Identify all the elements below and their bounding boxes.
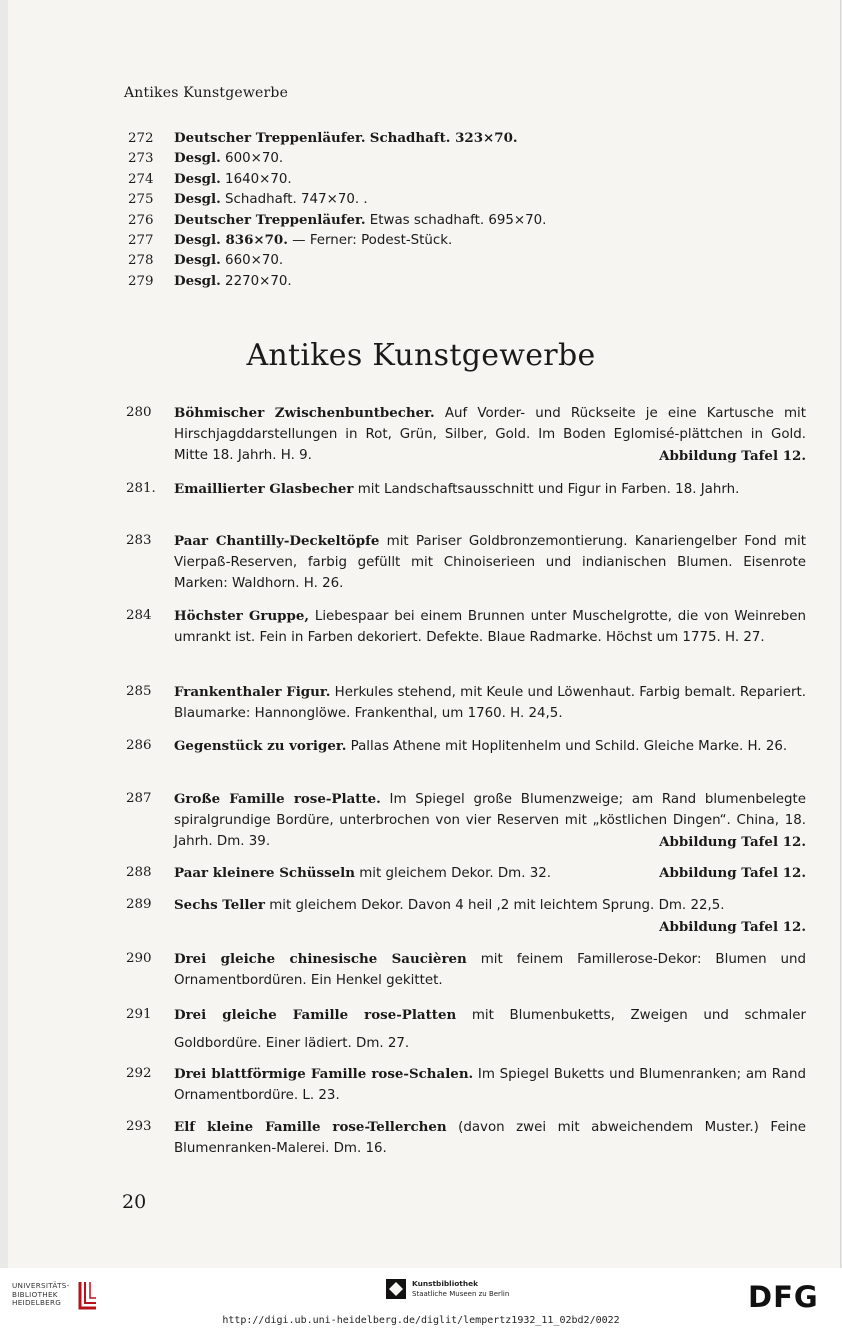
entry-text: Pallas Athene mit Hoplitenhelm und Schild. Gleiche Marke. H. 26. [346, 739, 788, 754]
kunstbibliothek-subtitle: Staatliche Museen zu Berlin [412, 1290, 510, 1298]
entry-text: mit Landschaftsausschnitt und Figur in Farben. 18. Jahrh. [353, 482, 740, 497]
catalogue-entry [126, 863, 814, 885]
entry-title: Gegenstück zu voriger. [174, 738, 347, 754]
entry-number: 287 [126, 791, 152, 806]
item-number: 273 [128, 151, 154, 167]
entry-number: 280 [126, 405, 152, 420]
plate-reference: Abbildung Tafel 12. [659, 447, 806, 464]
item-title: Desgl. 836×70. [174, 231, 288, 248]
entry-text: mit gleichem Dekor. Dm. 32. [354, 866, 552, 881]
catalogue-entry [126, 736, 814, 758]
ub-heidelberg-mark[interactable] [12, 1278, 100, 1312]
list-item [128, 128, 768, 148]
ub-heidelberg-label: UNIVERSITÄTS- BIBLIOTHEK HEIDELBERG [12, 1281, 70, 1308]
entry-title: Paar Chantilly-Deckeltöpfe [174, 533, 380, 549]
entry-number: 281. [126, 481, 156, 496]
entry-title: Emaillierter Glasbecher [174, 481, 354, 497]
entry-text: mit feinem Famillerose-Dekor: Blumen und Ornamentbordüren. Ein Henkel gekittet. [174, 952, 807, 988]
item-title: Desgl. [174, 252, 221, 269]
item-text: — Ferner: Podest-Stück. [287, 232, 453, 248]
entry-text: (davon zwei mit abweichendem Muster.) Feine Blumenranken-Malerei. Dm. 16. [174, 1120, 806, 1156]
list-item [128, 169, 768, 189]
item-title: Desgl. [174, 150, 221, 167]
item-number: 272 [128, 131, 154, 146]
list-item [128, 189, 768, 209]
entry-text: mit Pariser Goldbronzemontierung. Kanariengelber Fond mit Vierpaß-Reserven, farbig gefüllt mit Chinoiserieen und indianischen Blumen. Eisenrote Marken: Waldhorn. H. 26. [174, 534, 806, 591]
item-text: Etwas schadhaft. 695×70. [365, 212, 547, 228]
digitization-footer [0, 1268, 842, 1329]
catalogue-entry [126, 1001, 814, 1058]
entry-title: Drei gleiche Famille rose-Platten [174, 1007, 457, 1023]
item-text: 600×70. [220, 151, 284, 167]
catalogue-entry [126, 403, 814, 466]
item-title: Deutscher Treppenläufer. [174, 211, 366, 228]
kunstbibliothek-title: Kunstbibliothek [412, 1279, 479, 1288]
item-number: 276 [128, 212, 154, 228]
entry-number: 288 [126, 865, 152, 880]
entry-text: Im Spiegel große Blumenzweige; am Rand blumenbelegte spiralgrundige Bordüre, unterbrochen von vier Reserven mit „köstlichen Dingen“. China, 18. Jahrh. Dm. 39. [174, 792, 806, 849]
item-text: Schadhaft. 747×70. . [220, 192, 368, 208]
list-item [128, 250, 768, 270]
item-number: 278 [128, 253, 154, 269]
entry-title: Große Famille rose-Platte. [174, 791, 381, 807]
entry-number: 290 [126, 951, 152, 966]
entry-number: 293 [126, 1119, 152, 1134]
catalogue-entry [126, 1117, 814, 1160]
kunstbibliothek-logo-icon [385, 1278, 407, 1300]
entry-number: 286 [126, 738, 152, 753]
item-number: 274 [128, 171, 154, 187]
item-title: Deutscher Treppenläufer. [174, 130, 366, 146]
entry-number: 292 [126, 1066, 152, 1081]
ub-heidelberg-logo-icon [76, 1278, 100, 1312]
catalogue-entry [126, 606, 814, 649]
entry-title: Drei blattförmige Famille rose-Schalen. [174, 1066, 474, 1082]
catalogue-entry [126, 789, 814, 852]
entry-title: Böhmischer Zwischenbuntbecher. [174, 405, 435, 421]
entry-title: Paar kleinere Schüsseln [174, 865, 355, 881]
page-number: 20 [122, 1191, 147, 1213]
entry-number: 284 [126, 608, 152, 623]
entry-number: 283 [126, 533, 152, 548]
item-title: Desgl. [174, 272, 221, 289]
entry-text: Im Spiegel Buketts und Blumenranken; am Rand Ornamentbordüre. L. 23. [174, 1067, 806, 1103]
catalogue-entry [126, 479, 814, 501]
entry-number: 291 [126, 1007, 152, 1022]
item-text: 660×70. [220, 253, 284, 269]
entry-title: Drei gleiche chinesische Saucièren [174, 951, 467, 967]
entry-text: Herkules stehend, mit Keule und Löwenhaut. Farbig bemalt. Repariert. Blaumarke: Hannonglöwe. Frankenthal, um 1760. H. 24,5. [174, 685, 807, 721]
entry-title: Höchster Gruppe, [174, 608, 310, 624]
item-title: Desgl. [174, 191, 221, 208]
item-number: 275 [128, 192, 154, 208]
plate-reference: Abbildung Tafel 12. [659, 918, 806, 935]
list-item [128, 148, 768, 168]
list-item [128, 230, 768, 250]
catalogue-entry [126, 531, 814, 594]
item-text: 1640×70. [220, 171, 292, 187]
entry-title: Frankenthaler Figur. [174, 684, 331, 700]
permalink-url[interactable]: http://digi.ub.uni-heidelberg.de/diglit/lempertz1932_11_02bd2/0022 [222, 1315, 620, 1326]
item-text-bold: Schadhaft. 323×70. [369, 130, 518, 146]
entry-text: mit Blumenbuketts, Zweigen und schmaler Goldbordüre. Einer lädiert. Dm. 27. [174, 1008, 806, 1051]
catalogue-entry [126, 682, 814, 725]
entry-number: 285 [126, 684, 152, 699]
entry-text: Auf Vorder- und Rückseite je eine Kartusche mit Hirschjagddarstellungen in Rot, Grün, Silber, Gold. Im Boden Eglomisé-plättchen in Gold. Mitte 18. Jahrh. H. 9. [174, 406, 806, 463]
entry-text: Liebespaar bei einem Brunnen unter Muschelgrotte, die von Weinreben umrankt ist. Fein in Farben dekoriert. Defekte. Blaue Radmarke. Höchst um 1775. H. 27. [174, 609, 806, 645]
catalogue-entry [126, 1064, 814, 1107]
list-item [128, 271, 768, 291]
catalogue-entry [126, 895, 814, 938]
entry-number: 289 [126, 897, 152, 912]
list-item [128, 210, 768, 230]
item-title: Desgl. [174, 170, 221, 187]
kunstbibliothek-mark[interactable] [385, 1278, 509, 1300]
running-head: Antikes Kunstgewerbe [124, 85, 289, 101]
dfg-logo[interactable]: DFG [748, 1280, 819, 1314]
item-number: 279 [128, 273, 154, 289]
plate-reference: Abbildung Tafel 12. [659, 833, 806, 850]
item-text: 2270×70. [220, 273, 292, 289]
entry-title: Sechs Teller [174, 897, 265, 913]
catalogue-entry [126, 949, 814, 992]
plate-reference: Abbildung Tafel 12. [659, 865, 806, 881]
item-number: 277 [128, 232, 154, 248]
entry-text: mit gleichem Dekor. Davon 4 heil ,2 mit leichtem Sprung. Dm. 22,5. [264, 898, 725, 913]
section-title: Antikes Kunstgewerbe [246, 338, 596, 373]
entry-title: Elf kleine Famille rose-Tellerchen [174, 1119, 447, 1135]
short-list [128, 128, 768, 291]
